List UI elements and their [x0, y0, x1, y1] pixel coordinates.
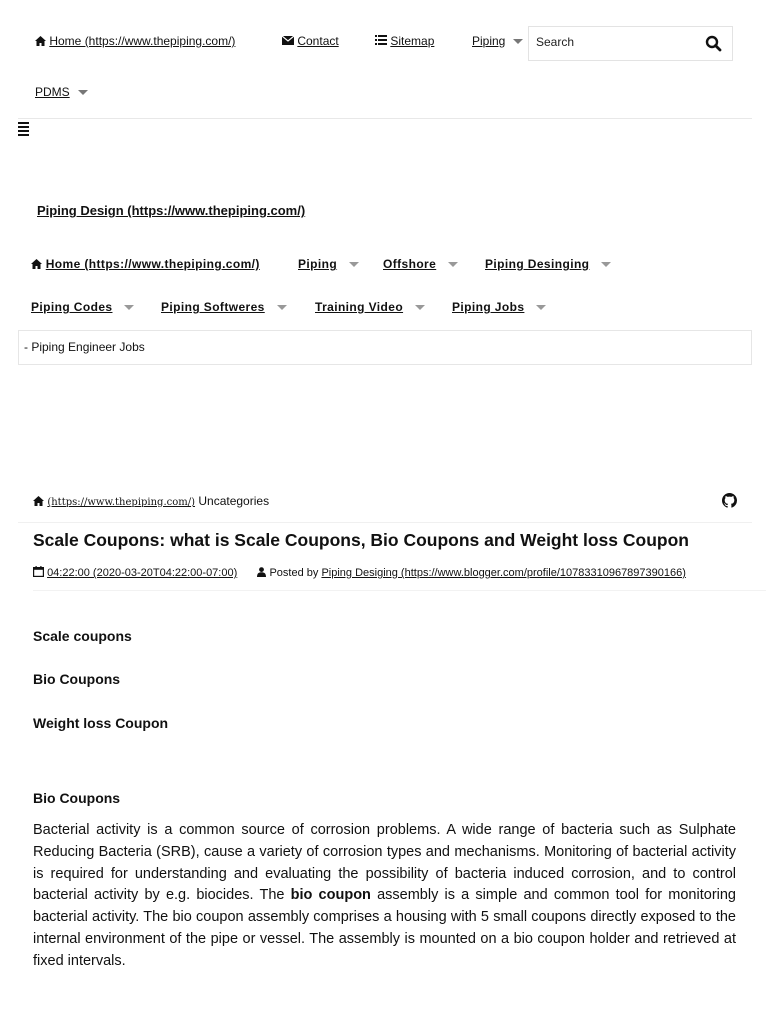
menu-icon[interactable] — [18, 122, 29, 138]
main-nav-piping-softwares[interactable] — [161, 300, 287, 314]
top-nav-home[interactable] — [35, 34, 235, 48]
top-nav-piping[interactable] — [472, 34, 523, 48]
top-nav-sitemap[interactable] — [375, 34, 434, 48]
search-box — [528, 26, 733, 61]
main-nav-training-video[interactable] — [315, 300, 425, 314]
caret-down-icon — [536, 305, 546, 310]
caret-down-icon — [601, 262, 611, 267]
paragraph-text-1: Bacterial activity is a common source of corrosion problems. A wide range of bacteria such as Sulphate Reducing Bacteria (SRB), cause a variety of corrosion types and mechanisms. Monitoring of bacterial activity is required for understanding and evaluating the possibility of bacteria induced corrosion, and to control bacterial activity by e.g. biocides. The — [33, 822, 736, 904]
home-icon — [31, 259, 42, 269]
post-title: Scale Coupons: what is Scale Coupons, Bio Coupons and Weight loss Coupon — [33, 530, 689, 550]
caret-down-icon — [277, 305, 287, 310]
envelope-icon — [282, 36, 294, 45]
caret-down-icon — [448, 262, 458, 267]
main-nav-piping[interactable] — [298, 257, 359, 271]
section-heading-bio-coupons: Bio Coupons — [33, 790, 121, 806]
calendar-icon — [33, 566, 44, 577]
top-nav-pdms[interactable] — [35, 85, 88, 99]
caret-down-icon — [124, 305, 134, 310]
home-icon — [33, 496, 44, 506]
site-title[interactable] — [37, 203, 305, 218]
main-nav-piping-jobs[interactable] — [452, 300, 546, 314]
top-nav-contact-link[interactable]: Contact — [297, 34, 339, 48]
main-nav-piping-designing[interactable] — [485, 257, 611, 271]
top-nav-sitemap-link[interactable]: Sitemap — [390, 34, 435, 48]
user-icon — [257, 567, 266, 577]
post-date-link[interactable]: 04:22:00 (2020-03-20T04:22:00-07:00) — [47, 567, 238, 579]
site-title-link[interactable]: Piping Design (https://www.thepiping.com/) — [37, 203, 306, 218]
search-input[interactable] — [536, 35, 696, 49]
breadcrumb-category: Uncategories — [198, 494, 270, 508]
top-nav-contact[interactable] — [282, 34, 339, 48]
top-nav-pdms-link[interactable]: PDMS — [35, 85, 70, 99]
main-nav-piping-codes[interactable] — [31, 300, 134, 314]
divider — [33, 590, 766, 591]
divider — [18, 522, 752, 523]
author-link[interactable]: Piping Desiging (https://www.blogger.com/profile/10783310967897390166) — [321, 567, 686, 579]
toc-bio-coupons: Bio Coupons — [33, 671, 121, 687]
github-icon[interactable] — [722, 493, 737, 508]
main-nav-home-link[interactable]: Home (https://www.thepiping.com/) — [45, 257, 260, 271]
main-nav-piping-softwares-link[interactable]: Piping Softweres — [161, 300, 265, 314]
posted-by-label: Posted by — [269, 567, 319, 579]
caret-down-icon — [415, 305, 425, 310]
divider — [18, 118, 752, 119]
body-paragraph — [33, 820, 736, 973]
main-nav-piping-codes-link[interactable]: Piping Codes — [31, 300, 113, 314]
top-nav-piping-link[interactable]: Piping — [472, 34, 506, 48]
list-icon — [375, 35, 387, 45]
main-nav-piping-jobs-link[interactable]: Piping Jobs — [452, 300, 525, 314]
main-nav-training-video-link[interactable]: Training Video — [315, 300, 404, 314]
main-nav-offshore-link[interactable]: Offshore — [383, 257, 437, 271]
breadcrumb-home-link[interactable]: (https://www.thepiping.com/) — [47, 497, 196, 508]
search-icon[interactable] — [704, 34, 724, 54]
post-meta — [33, 566, 686, 579]
news-ticker[interactable] — [18, 330, 752, 365]
main-nav-piping-link[interactable]: Piping — [298, 257, 338, 271]
top-nav-home-link[interactable]: Home (https://www.thepiping.com/) — [49, 34, 236, 48]
breadcrumb — [33, 494, 269, 508]
main-nav-offshore[interactable] — [383, 257, 458, 271]
home-icon — [35, 36, 46, 46]
ticker-text[interactable]: - Piping Engineer Jobs — [24, 340, 145, 354]
toc-scale-coupons: Scale coupons — [33, 628, 132, 644]
toc-weight-loss-coupon: Weight loss Coupon — [33, 715, 169, 731]
caret-down-icon — [349, 262, 359, 267]
main-nav-home[interactable] — [31, 257, 260, 271]
caret-down-icon — [513, 39, 523, 44]
caret-down-icon — [78, 90, 88, 95]
paragraph-text-2: assembly is a simple and common tool for monitoring bacterial activity. The bio coupon assembly comprises a housing with 5 small coupons directly exposed to the internal environment of the pipe or vessel. The assembly is mounted on a bio coupon holder and retrieved at fixed intervals. — [33, 887, 736, 969]
paragraph-bold-term: bio coupon — [290, 887, 371, 904]
main-nav-piping-designing-link[interactable]: Piping Desinging — [485, 257, 590, 271]
